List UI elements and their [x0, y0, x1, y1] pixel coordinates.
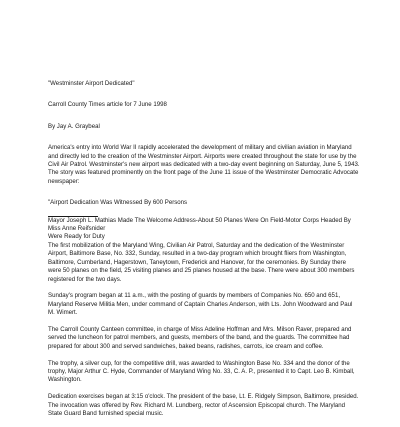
subheadline-1: Mayor Joseph L. Mathias Made The Welcome Address-About 50 Planes Were On Field-Motor Corps Headed By Miss Anne Reifsnider: [48, 216, 351, 233]
body-paragraph-3: The Carroll County Canteen committee, in charge of Miss Adeline Hoffman and Mrs. Milson Raver, prepared and served the luncheon for patrol members, and guests, members of the band, and the guards. The committee had prepared for about 300 and served sandwiches, baked beans, radishes, carrots, ice cream and coffee.: [48, 325, 352, 350]
body-paragraph-1: The first mobilization of the Maryland Wing, Civilian Air Patrol, Saturday and the dedication of the Westminster Airport, Baltimore Base, No. 332, Sunday, resulted in a two-day program which brought fliers from Washington, Baltimore, Cumberland, Hagerstown, Taneytown, Frederick and Hanover, for the ceremonies. By Sunday there were 50 planes on the field, 25 visiting planes and 25 planes housed at the base. There were about 300 members registered for the two days.: [48, 241, 355, 283]
article-source: Carroll County Times article for 7 June 1998: [48, 101, 167, 109]
intro-paragraph: America's entry into World War II rapidly accelerated the development of military and civilian aviation in Maryland and directly led to the creation of the Westminster Airport. Airports were created throughout the state for use by the Civil Air Patrol. Westminster's new airport was dedicated with a two-day event beginning on Saturday, June 5, 1943. The story was featured prominently on the front page of the June 11 issue of the Westminster Democratic Advocate newspaper:: [48, 144, 360, 185]
body-paragraph-2: Sunday's program began at 11 a.m., with the posting of guards by members of Companies No. 650 and 651, Maryland Reserve Militia Men, under command of Captain Charles Anderson, with Lts. John Woodward and Paul M. Wimert.: [48, 292, 353, 317]
quoted-headline: "Airport Dedication Was Witnessed By 600 Persons: [48, 199, 188, 207]
subheadline-2: Were Ready for Duty: [48, 233, 105, 241]
body-paragraph-4: The trophy, a silver cup, for the competitive drill, was awarded to Washington Base No. 334 and the donor of the trophy, Major Arthur C. Hyde, Commander of Maryland Wing No. 33, C. A. P., presented it to Capt. Leo B. Kimball, Washington.: [48, 359, 355, 384]
article-body: [48, 80, 360, 427]
body-paragraph-5: Dedication exercises began at 3:15 o'clock. The president of the base, Lt. E. Ridgely Simpson, Baltimore, presided. The invocation was offered by Rev. Richard M. Lundberg, rector of Ascension Episcopal church. The Maryland State Guard Band furnished special music.: [48, 393, 359, 417]
article-title: "Westminster Airport Dedicated": [48, 80, 135, 87]
article-byline: By Jay A. Graybeal: [48, 122, 100, 130]
